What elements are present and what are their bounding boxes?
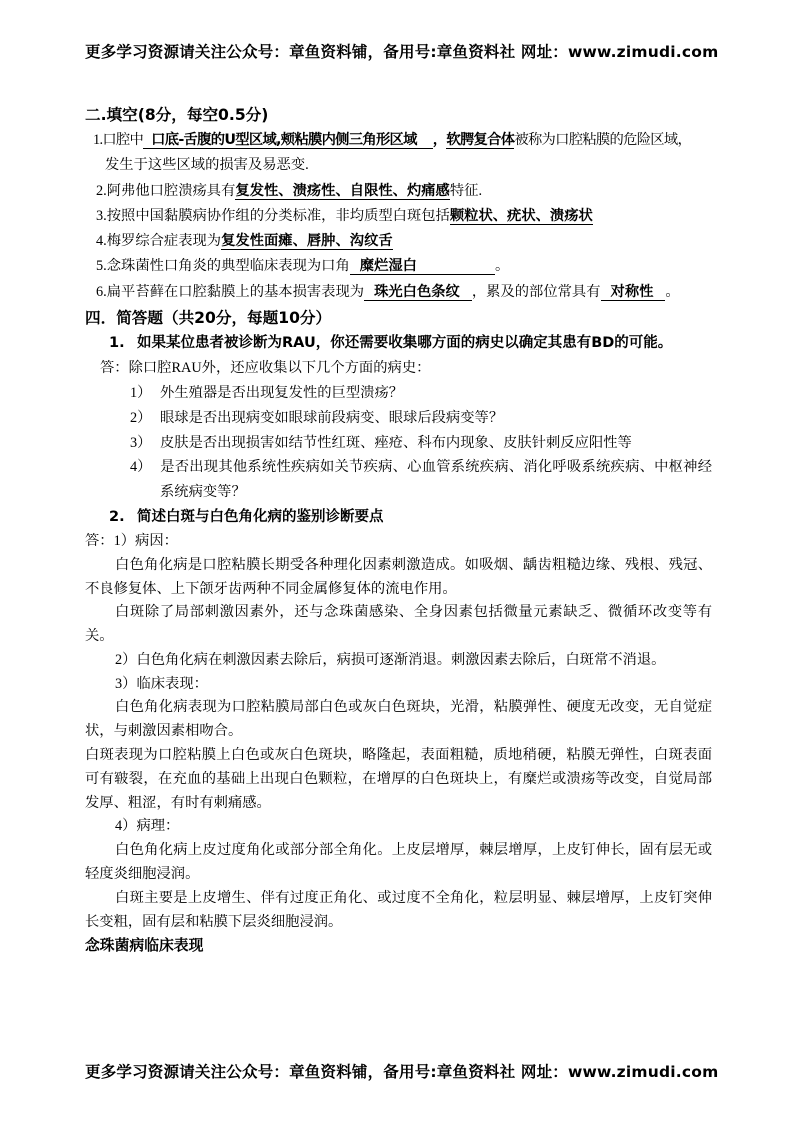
header-banner: 更多学习资源请关注公众号：章鱼资料铺，备用号:章鱼资料社 网址：www.zimudi.com: [85, 43, 719, 61]
fill-item-1: [85, 128, 712, 179]
fill-item-6: [85, 280, 712, 305]
section-fill-heading: 二.填空(8分，每空0.5分): [85, 106, 269, 124]
point-3-number: 3）: [130, 434, 152, 451]
answer-paragraph: 白色角化病是口腔粘膜长期受各种理化因素刺激造成。如吸烟、龋齿粗糙边缘、残根、残冠、不良修复体、上下颌牙齿两种不同金属修复体的流电作用。: [85, 556, 712, 597]
blank-answer: 软腭复合体: [446, 132, 515, 148]
point-2-text: 眼球是否出现病变如眼球前段病变、眼球后段病变等？: [160, 409, 504, 426]
answer-1-intro: 答：除口腔RAU外，还应收集以下几个方面的病史：: [100, 360, 431, 377]
answer-paragraph: 白斑除了局部刺激因素外，还与念珠菌感染、全身因素包括微量元素缺乏、微循环改变等有关。: [85, 604, 712, 645]
fill-item-5-post: 。: [494, 258, 510, 275]
answer-point-2: [85, 406, 712, 431]
footer-banner: 更多学习资源请关注公众号：章鱼资料铺，备用号:章鱼资料社 网址：www.zimudi.com: [85, 1063, 719, 1081]
fill-item-5: [85, 254, 712, 279]
blank-answer: 颗粒状、疣状、溃疡状: [449, 207, 593, 224]
fill-item-1-sep: ，: [432, 132, 447, 148]
answer-paragraph: 3）临床表现：: [115, 675, 208, 692]
point-1-number: 1）: [130, 385, 152, 402]
answer-point-1: [85, 381, 712, 406]
answer-point-4: [85, 455, 712, 504]
fill-item-1-line2: 发生于这些区域的损害及易恶变.: [105, 157, 309, 174]
fill-item-5-pre: 5.念珠菌性口角炎的典型临床表现为口角: [96, 258, 350, 275]
question-2-text: 简述白斑与白色角化病的鉴别诊断要点: [137, 508, 384, 525]
fill-item-2: [85, 179, 712, 204]
fill-item-6-pre: 6.扁平苔藓在口腔黏膜上的基本损害表现为: [96, 283, 365, 300]
fill-item-1-post: 被称为口腔粘膜的危险区域，: [514, 132, 692, 148]
fill-item-4: [85, 229, 712, 254]
question-2-number: 2.: [109, 508, 125, 525]
answer-paragraph: 4）病理：: [115, 818, 180, 835]
blank-answer: 口底-舌腹的U型区域,颊粘膜内侧三角形区域: [143, 132, 433, 149]
answer-point-3: [85, 431, 712, 456]
section-short-answer: [85, 305, 712, 958]
fill-item-6-post: 。: [665, 283, 680, 300]
answer-paragraph: 2）白色角化病在刺激因素去除后，病损可逐渐消退。刺激因素去除后，白斑常不消退。: [115, 651, 666, 668]
question-2-title: [85, 505, 712, 530]
answer-paragraph: 白斑主要是上皮增生、伴有过度正角化、或过度不全角化，粒层明显、棘层增厚，上皮钉突伸长变粗，固有层和粘膜下层炎细胞浸润。: [85, 889, 712, 930]
fill-item-2-post: 特征.: [449, 182, 483, 199]
blank-answer: 复发性面瘫、唇肿、沟纹舌: [221, 233, 393, 250]
fill-item-3-pre: 3.按照中国黏膜病协作组的分类标准，非均质型白斑包括: [96, 207, 450, 224]
answer-paragraph: 白斑表现为口腔粘膜上白色或灰白色斑块，略隆起，表面粗糙，质地稍硬，粘膜无弹性，白斑表面可有皲裂，在充血的基础上出现白色颗粒，在增厚的白色斑块上，有糜烂或溃疡等改变，自觉局部发厚、粗涩，有时有刺痛感。: [85, 747, 712, 811]
fill-item-2-pre: 2.阿弗他口腔溃疡具有: [96, 182, 236, 199]
section-shortanswer-heading: 四．简答题（共20分，每题10分）: [85, 309, 332, 328]
answer-paragraph: 答：1）病因：: [85, 532, 178, 549]
point-1-text: 外生殖器是否出现复发性的巨型溃疡？: [160, 385, 404, 402]
answer-paragraph: 白色角化病上皮过度角化或部分部全角化。上皮层增厚，棘层增厚，上皮钉伸长，固有层无或轻度炎细胞浸润。: [85, 842, 712, 883]
document-body: [85, 102, 712, 958]
question-1-text: 如果某位患者被诊断为RAU，你还需要收集哪方面的病史以确定其患有BD的可能。: [137, 335, 673, 352]
question-1-title: [85, 331, 712, 356]
tail-heading: 念珠菌病临床表现: [85, 937, 204, 955]
fill-item-1-pre: 1.口腔中: [93, 132, 144, 148]
point-3-text: 皮肤是否出现损害如结节性红斑、痤疮、科布内现象、皮肤针刺反应阳性等: [160, 434, 632, 451]
blank-answer: 复发性、溃疡性、自限性、灼痛感: [235, 182, 450, 199]
blank-answer: 糜烂湿白: [350, 258, 495, 275]
answer-2: [85, 530, 712, 935]
question-1-number: 1.: [109, 335, 125, 352]
fill-item-4-pre: 4.梅罗综合症表现为: [96, 233, 222, 250]
blank-answer: 珠光白色条纹: [364, 284, 472, 301]
point-4-text: 是否出现其他系统性疾病如关节疾病、心血管系统疾病、消化呼吸系统疾病、中枢神经系统病变等？: [160, 459, 712, 500]
fill-item-3: [85, 204, 712, 229]
point-2-number: 2）: [130, 409, 152, 426]
blank-answer: 对称性: [601, 284, 666, 301]
answer-paragraph: 白色角化病表现为口腔粘膜局部白色或灰白色斑块，光滑，粘膜弹性、硬度无改变，无自觉症状，与刺激因素相吻合。: [85, 699, 712, 740]
fill-item-6-mid: ，累及的部位常具有: [471, 283, 601, 300]
point-4-number: 4）: [130, 459, 152, 476]
